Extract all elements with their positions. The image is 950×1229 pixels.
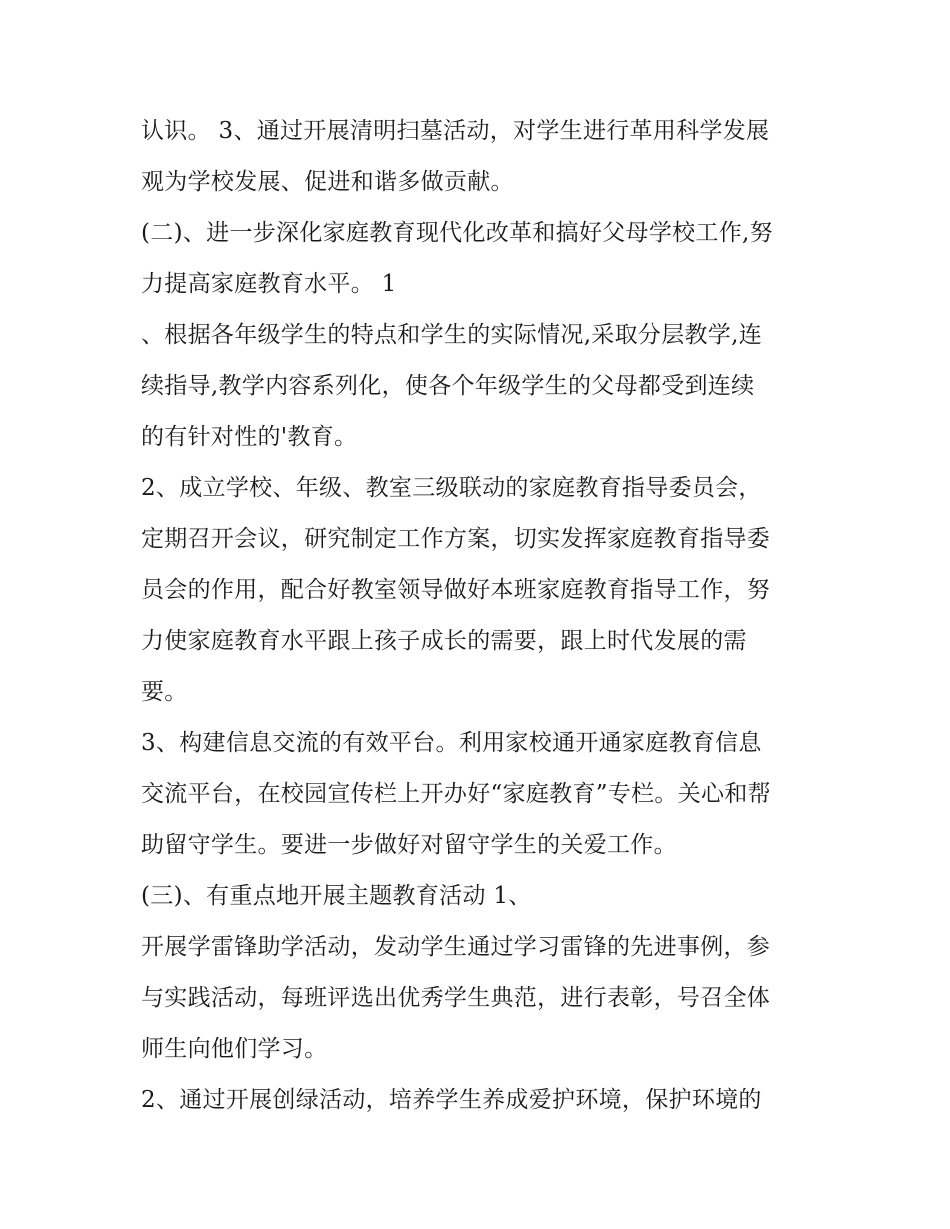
text-line: 力使家庭教育水平跟上孩子成长的需要，跟上时代发展的需: [141, 628, 747, 654]
text-line: 力提高家庭教育水平。 1: [141, 271, 397, 297]
text-line: 师生向他们学习。: [141, 1036, 328, 1062]
text-line: 续指导,教学内容系列化，使各个年级学生的父母都受到连续: [141, 373, 755, 399]
text-line: 交流平台，在校园宣传栏上开办好“家庭教育”专栏。关心和帮: [141, 781, 771, 807]
text-line: 认识。 3、通过开展清明扫墓活动，对学生进行革用科学发展: [141, 118, 770, 144]
text-line: 3、构建信息交流的有效平台。利用家校通开通家庭教育信息: [141, 730, 762, 756]
text-line: 、根据各年级学生的特点和学生的实际情况,采取分层教学,连: [141, 322, 763, 348]
text-line: 定期召开会议，研究制定工作方案，切实发挥家庭教育指导委: [141, 526, 771, 552]
text-line: 2、成立学校、年级、教室三级联动的家庭教育指导委员会，: [141, 475, 762, 501]
text-line: 观为学校发展、促进和谐多做贡献。: [141, 169, 514, 195]
text-line: 与实践活动，每班评选出优秀学生典范，进行表彰，号召全体: [141, 985, 771, 1011]
text-line: 开展学雷锋助学活动，发动学生通过学习雷锋的先进事例，参: [141, 934, 771, 960]
text-line: 的有针对性的'教育。: [141, 424, 358, 450]
text-line: 助留守学生。要进一步做好对留守学生的关爱工作。: [141, 832, 677, 858]
text-line: (二)、进一步深化家庭教育现代化改革和搞好父母学校工作,努: [141, 220, 773, 246]
text-line: 要。: [141, 679, 188, 705]
text-line: 员会的作用，配合好教室领导做好本班家庭教育指导工作，努: [141, 577, 771, 603]
text-line: (三)、有重点地开展主题教育活动 1、: [141, 883, 532, 909]
text-line: 2、通过开展创绿活动，培养学生养成爱护环境，保护环境的: [141, 1087, 762, 1113]
